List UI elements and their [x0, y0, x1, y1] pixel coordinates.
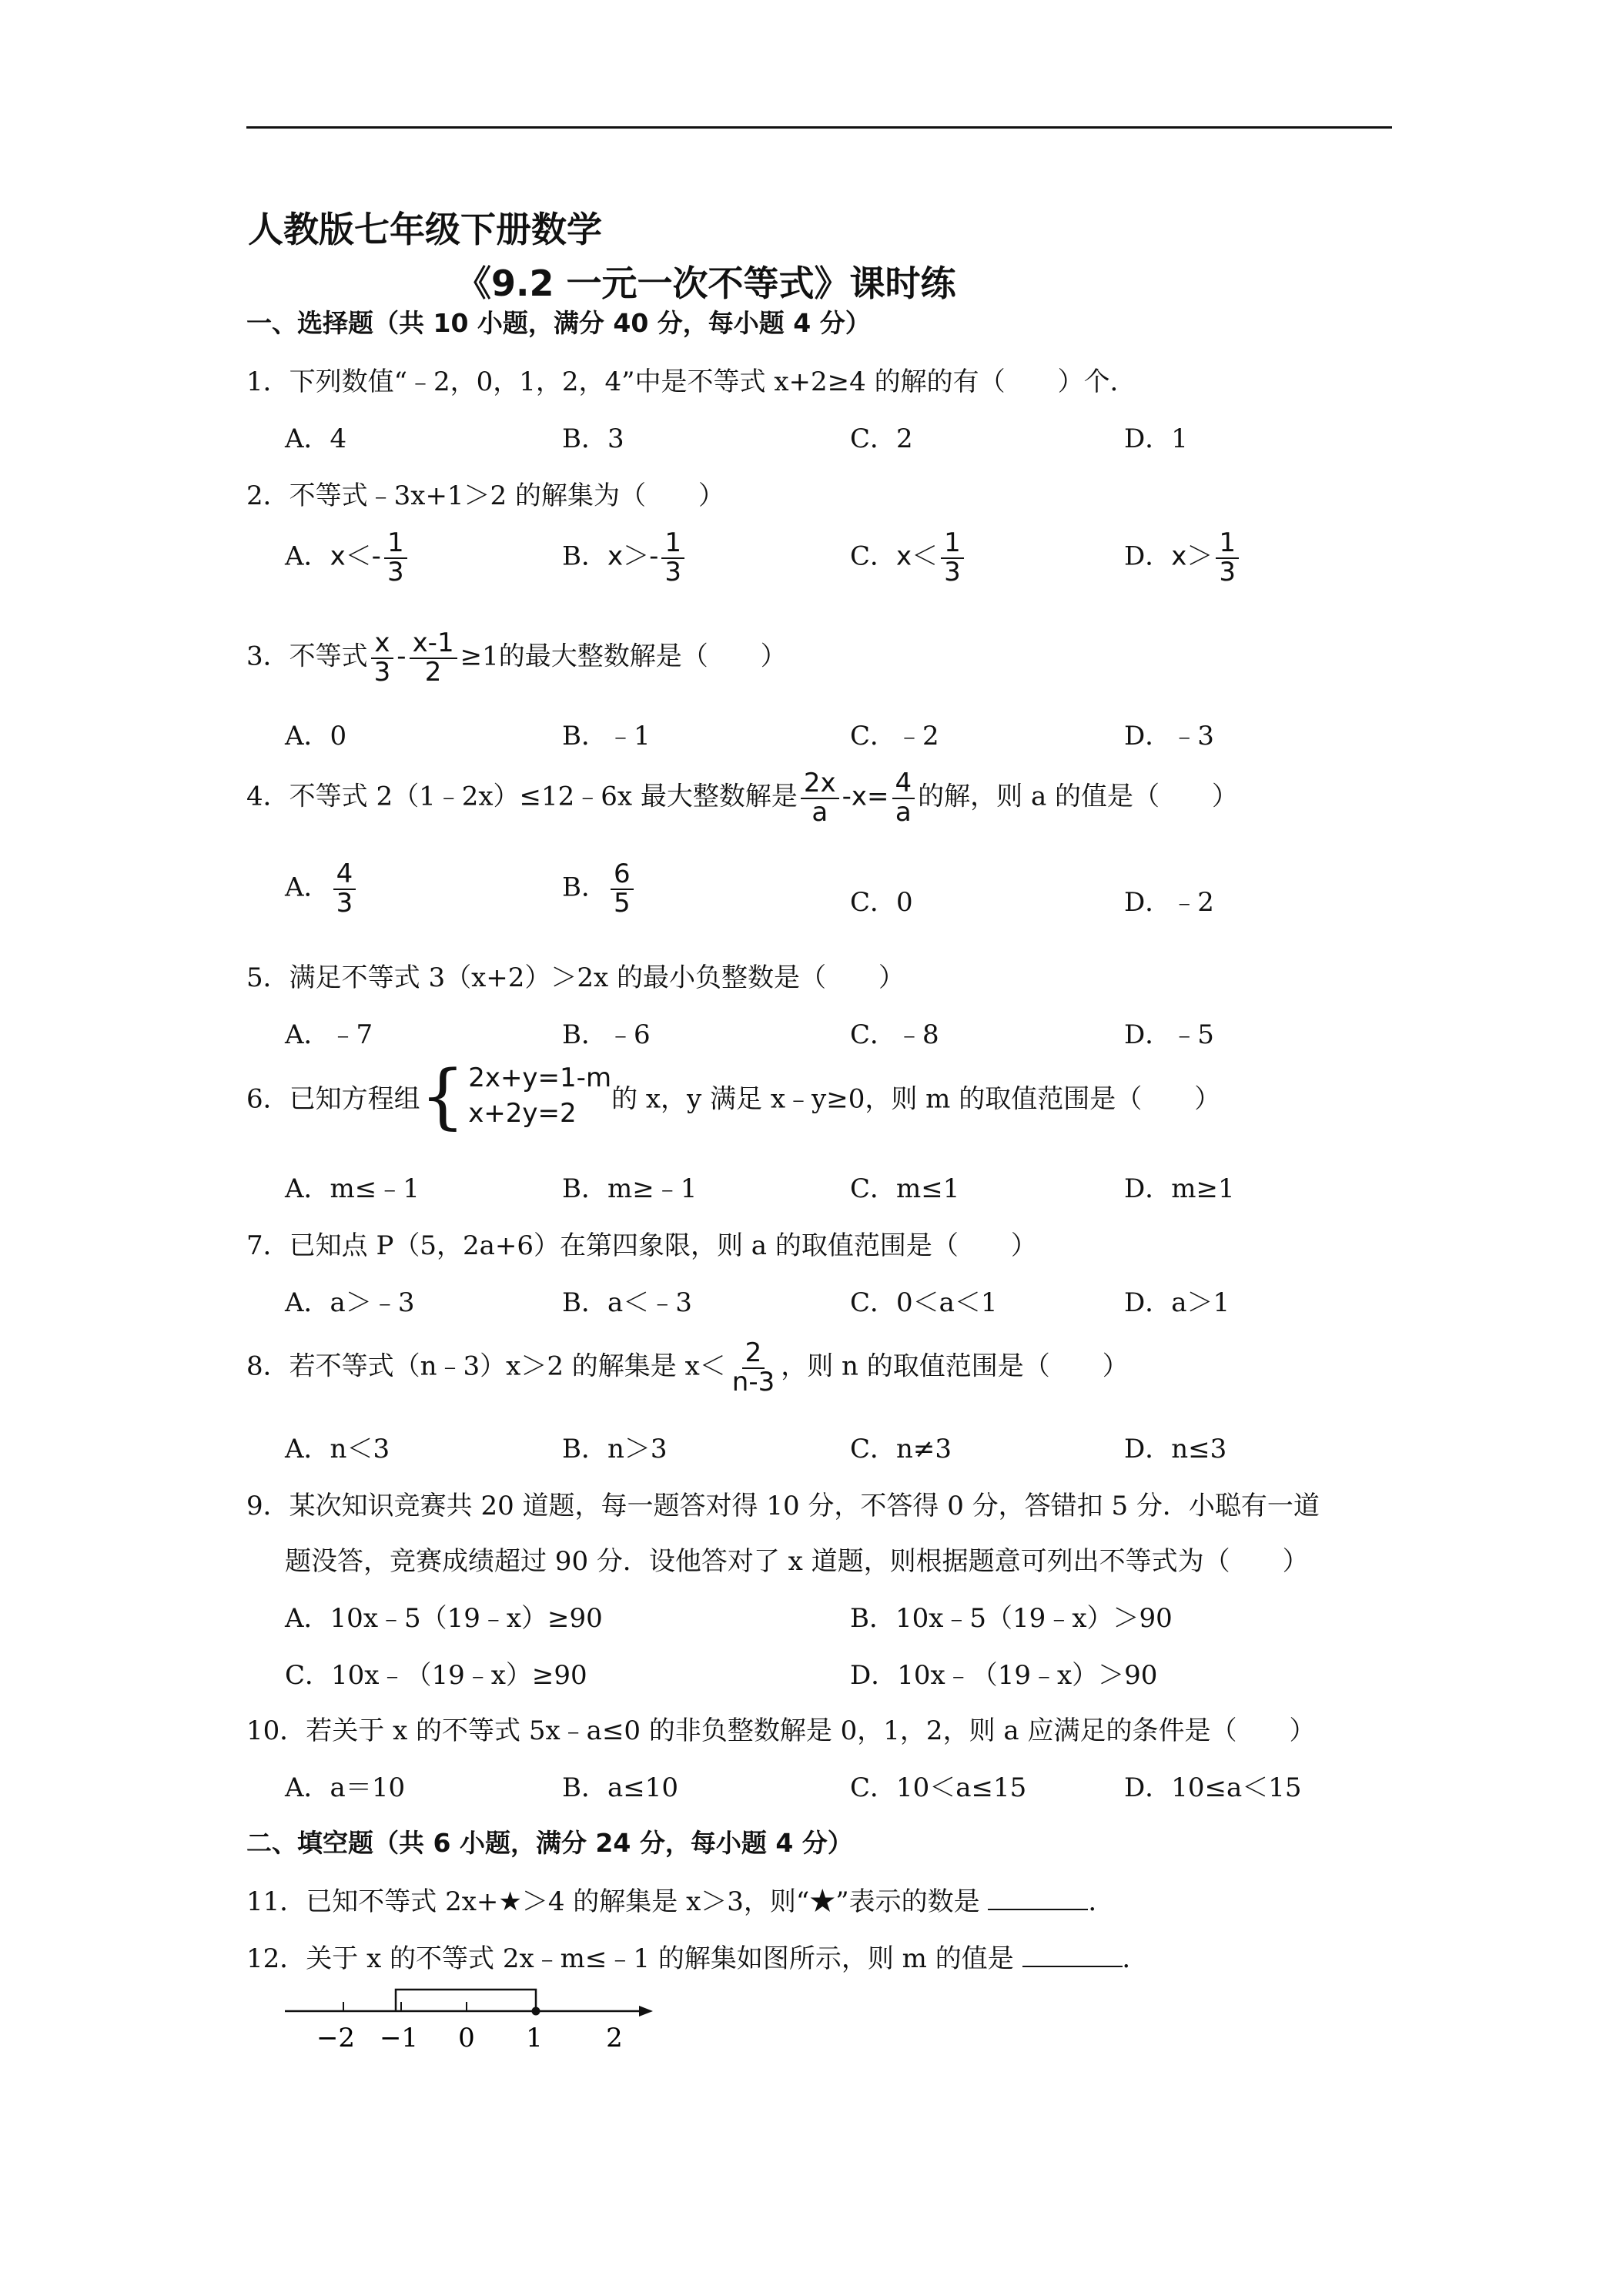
- q8-fraction: [729, 1337, 778, 1397]
- q1-option-a: A．4: [285, 423, 347, 454]
- q6-equation-system: [420, 1055, 612, 1137]
- page-title: 人教版七年级下册数学: [248, 209, 602, 250]
- question-9-line-1: 9．某次知识竞赛共 20 道题，每一题答对得 10 分，不答得 0 分，答错扣 5 分．小聪有一道: [246, 1491, 1320, 1521]
- fraction-denominator: a: [812, 796, 828, 828]
- q2-b-label: B．: [562, 541, 607, 572]
- fraction-numerator: 6: [611, 861, 634, 890]
- q6-prefix: 6．已知方程组: [246, 1083, 420, 1115]
- fraction-numerator: 1: [384, 530, 407, 559]
- question-4: [246, 770, 1238, 826]
- q6-suffix: 的 x，y 满足 x﹣y≥0，则 m 的取值范围是（ ）: [611, 1083, 1221, 1115]
- question-8: [246, 1337, 1129, 1397]
- q4-suffix: 的解，则 a 的值是（ ）: [918, 781, 1239, 812]
- q2-c-expr: x＜: [896, 541, 939, 572]
- q6-option-c: C．m≤1: [850, 1173, 960, 1204]
- q9-option-d: D．10x﹣（19﹣x）＞90: [850, 1660, 1158, 1691]
- fraction-numerator: x-1: [410, 630, 457, 659]
- q2-c-label: C．: [850, 541, 897, 572]
- q5-option-d: D．﹣5: [1124, 1019, 1214, 1050]
- fraction-numerator: 2x: [801, 770, 839, 799]
- question-5: 5．满足不等式 3（x+2）＞2x 的最小负整数是（ ）: [246, 962, 905, 993]
- system-lines: [468, 1061, 611, 1132]
- q6-option-a: A．m≤﹣1: [285, 1173, 420, 1204]
- q4-prefix: 4．不等式 2（1﹣2x）≤12﹣6x 最大整数解是: [246, 781, 798, 812]
- fraction-denominator: 2: [424, 656, 442, 688]
- q4-b-label: B．: [562, 872, 607, 903]
- q10-option-c: C．10＜a≤15: [850, 1772, 1027, 1803]
- number-line-arrow: [639, 2006, 653, 2017]
- tick-label: 2: [606, 2023, 623, 2053]
- question-11: [246, 1880, 1114, 1918]
- fraction-denominator: 3: [387, 556, 404, 587]
- q9-option-c: C．10x﹣（19﹣x）≥90: [285, 1660, 587, 1691]
- header-rule: [246, 126, 1392, 129]
- fraction-denominator: 3: [664, 556, 682, 587]
- q3-fraction-1: [371, 630, 394, 686]
- q7-option-d: D．a＞1: [1124, 1287, 1230, 1318]
- q5-option-b: B．﹣6: [562, 1019, 651, 1050]
- question-10: 10．若关于 x 的不等式 5x﹣a≤0 的非负整数解是 0，1，2，则 a 应满足的条件是（ ）: [246, 1715, 1316, 1746]
- solid-endpoint-dot: [532, 2007, 540, 2016]
- q2-a-fraction: [384, 527, 407, 587]
- q8-option-c: C．n≠3: [850, 1434, 952, 1464]
- question-12: [246, 1937, 1149, 1975]
- q10-option-b: B．a≤10: [562, 1772, 679, 1803]
- q8-option-b: B．n＞3: [562, 1434, 668, 1464]
- question-1: 1．下列数值“﹣2，0，1，2，4”中是不等式 x+2≥4 的解的有（ ）个．: [246, 366, 1136, 397]
- q3-option-b: B．﹣1: [562, 721, 651, 751]
- tick-label: 0: [458, 2023, 475, 2053]
- q8-prefix: 8．若不等式（n﹣3）x＞2 的解集是 x＜: [246, 1350, 726, 1382]
- equation-2: x+2y=2: [468, 1098, 577, 1129]
- q6-option-b: B．m≥﹣1: [562, 1173, 698, 1204]
- q4-fraction-2: [892, 770, 915, 826]
- q2-c-fraction: [941, 527, 964, 587]
- question-3: [246, 630, 787, 686]
- q4-option-c: C．0: [850, 887, 913, 918]
- q9-option-a: A．10x﹣5（19﹣x）≥90: [285, 1603, 603, 1634]
- fraction-denominator: 5: [614, 887, 631, 919]
- fraction-numerator: 4: [892, 770, 915, 799]
- q8-suffix: ，则 n 的取值范围是（ ）: [781, 1350, 1129, 1382]
- q2-b-expr: x＞-: [607, 541, 659, 572]
- q11-answer-blank: [988, 1887, 1088, 1910]
- q4-option-b: [562, 858, 637, 919]
- q2-a-label: A．: [285, 541, 330, 572]
- fraction-numerator: 1: [661, 530, 684, 559]
- q2-b-fraction: [661, 527, 684, 587]
- q2-a-expr: x＜-: [330, 541, 381, 572]
- fraction-denominator: 3: [336, 887, 353, 919]
- q2-d-fraction: [1216, 527, 1239, 587]
- q2-option-d: [1124, 527, 1242, 587]
- q8-option-d: D．n≤3: [1124, 1434, 1227, 1464]
- q11-suffix: ．: [1088, 1886, 1115, 1917]
- tick-label: 1: [526, 2023, 543, 2053]
- left-brace: {: [420, 1055, 466, 1137]
- tick-label: −1: [379, 2023, 419, 2053]
- q5-option-a: A．﹣7: [285, 1019, 373, 1050]
- number-line-figure: [277, 1976, 678, 2060]
- q3-option-a: A．0: [285, 721, 347, 751]
- q3-minus: -: [397, 641, 407, 672]
- q12-prefix: 12．关于 x 的不等式 2x﹣m≤﹣1 的解集如图所示，则 m 的值是: [246, 1943, 1022, 1974]
- q4-mid: -x=: [842, 781, 889, 812]
- q7-option-c: C．0＜a＜1: [850, 1287, 998, 1318]
- q4-b-fraction: [611, 858, 634, 919]
- fraction-numerator: 1: [941, 530, 964, 559]
- section-heading-choice: 一、选择题（共 10 小题，满分 40 分，每小题 4 分）: [246, 308, 871, 338]
- fraction-denominator: 3: [944, 556, 961, 587]
- fraction-denominator: 3: [373, 656, 391, 688]
- question-2: 2．不等式﹣3x+1＞2 的解集为（ ）: [246, 480, 724, 511]
- q4-a-label: A．: [285, 872, 330, 903]
- fraction-denominator: n-3: [731, 1366, 775, 1397]
- q10-option-a: A．a＝10: [285, 1772, 406, 1803]
- q10-option-d: D．10≤a＜15: [1124, 1772, 1302, 1803]
- q8-option-a: A．n＜3: [285, 1434, 390, 1464]
- q9-option-b: B．10x﹣5（19﹣x）＞90: [850, 1603, 1173, 1634]
- q4-a-fraction: [333, 858, 356, 919]
- q2-d-expr: x＞: [1171, 541, 1213, 572]
- q2-option-b: [562, 527, 688, 587]
- q2-option-a: [285, 527, 410, 587]
- tick-marks: [343, 2002, 536, 2011]
- question-9-line-2: 题没答，竞赛成绩超过 90 分．设他答对了 x 道题，则根据题意可列出不等式为（ ）: [285, 1546, 1309, 1577]
- section-heading-fill-in: 二、填空题（共 6 小题，满分 24 分，每小题 4 分）: [246, 1828, 853, 1858]
- q4-option-d: D．﹣2: [1124, 887, 1214, 918]
- fraction-numerator: 4: [333, 861, 356, 890]
- q11-prefix: 11．已知不等式 2x+★＞4 的解集是 x＞3，则“★”表示的数是: [246, 1886, 989, 1917]
- q6-option-d: D．m≥1: [1124, 1173, 1235, 1204]
- fraction-numerator: 2: [742, 1340, 765, 1369]
- q3-fraction-2: [410, 630, 457, 686]
- q7-option-a: A．a＞﹣3: [285, 1287, 415, 1318]
- q4-option-a: [285, 858, 359, 919]
- fraction-denominator: 3: [1219, 556, 1236, 587]
- fraction-denominator: a: [895, 796, 912, 828]
- q3-option-c: C．﹣2: [850, 721, 939, 751]
- q1-option-d: D．1: [1124, 423, 1188, 454]
- q3-prefix: 3．不等式: [246, 641, 368, 672]
- q3-option-d: D．﹣3: [1124, 721, 1214, 751]
- q1-option-c: C．2: [850, 423, 913, 454]
- q12-answer-blank: [1022, 1944, 1123, 1967]
- question-7: 7．已知点 P（5，2a+6）在第四象限，则 a 的取值范围是（ ）: [246, 1230, 1037, 1261]
- tick-label: −2: [316, 2023, 356, 2053]
- q7-option-b: B．a＜﹣3: [562, 1287, 692, 1318]
- q2-d-label: D．: [1124, 541, 1172, 572]
- fraction-numerator: x: [371, 630, 393, 659]
- q3-suffix: ≥1的最大整数解是（ ）: [460, 641, 787, 672]
- fraction-numerator: 1: [1216, 530, 1239, 559]
- lesson-title: 《9.2 一元一次不等式》课时练: [456, 263, 956, 304]
- q5-option-c: C．﹣8: [850, 1019, 939, 1050]
- equation-1: 2x+y=1-m: [468, 1063, 612, 1094]
- q12-suffix: ．: [1122, 1943, 1149, 1974]
- q4-fraction-1: [801, 770, 839, 826]
- q1-option-b: B．3: [562, 423, 624, 454]
- question-6: [246, 1055, 1221, 1137]
- q2-option-c: [850, 527, 967, 587]
